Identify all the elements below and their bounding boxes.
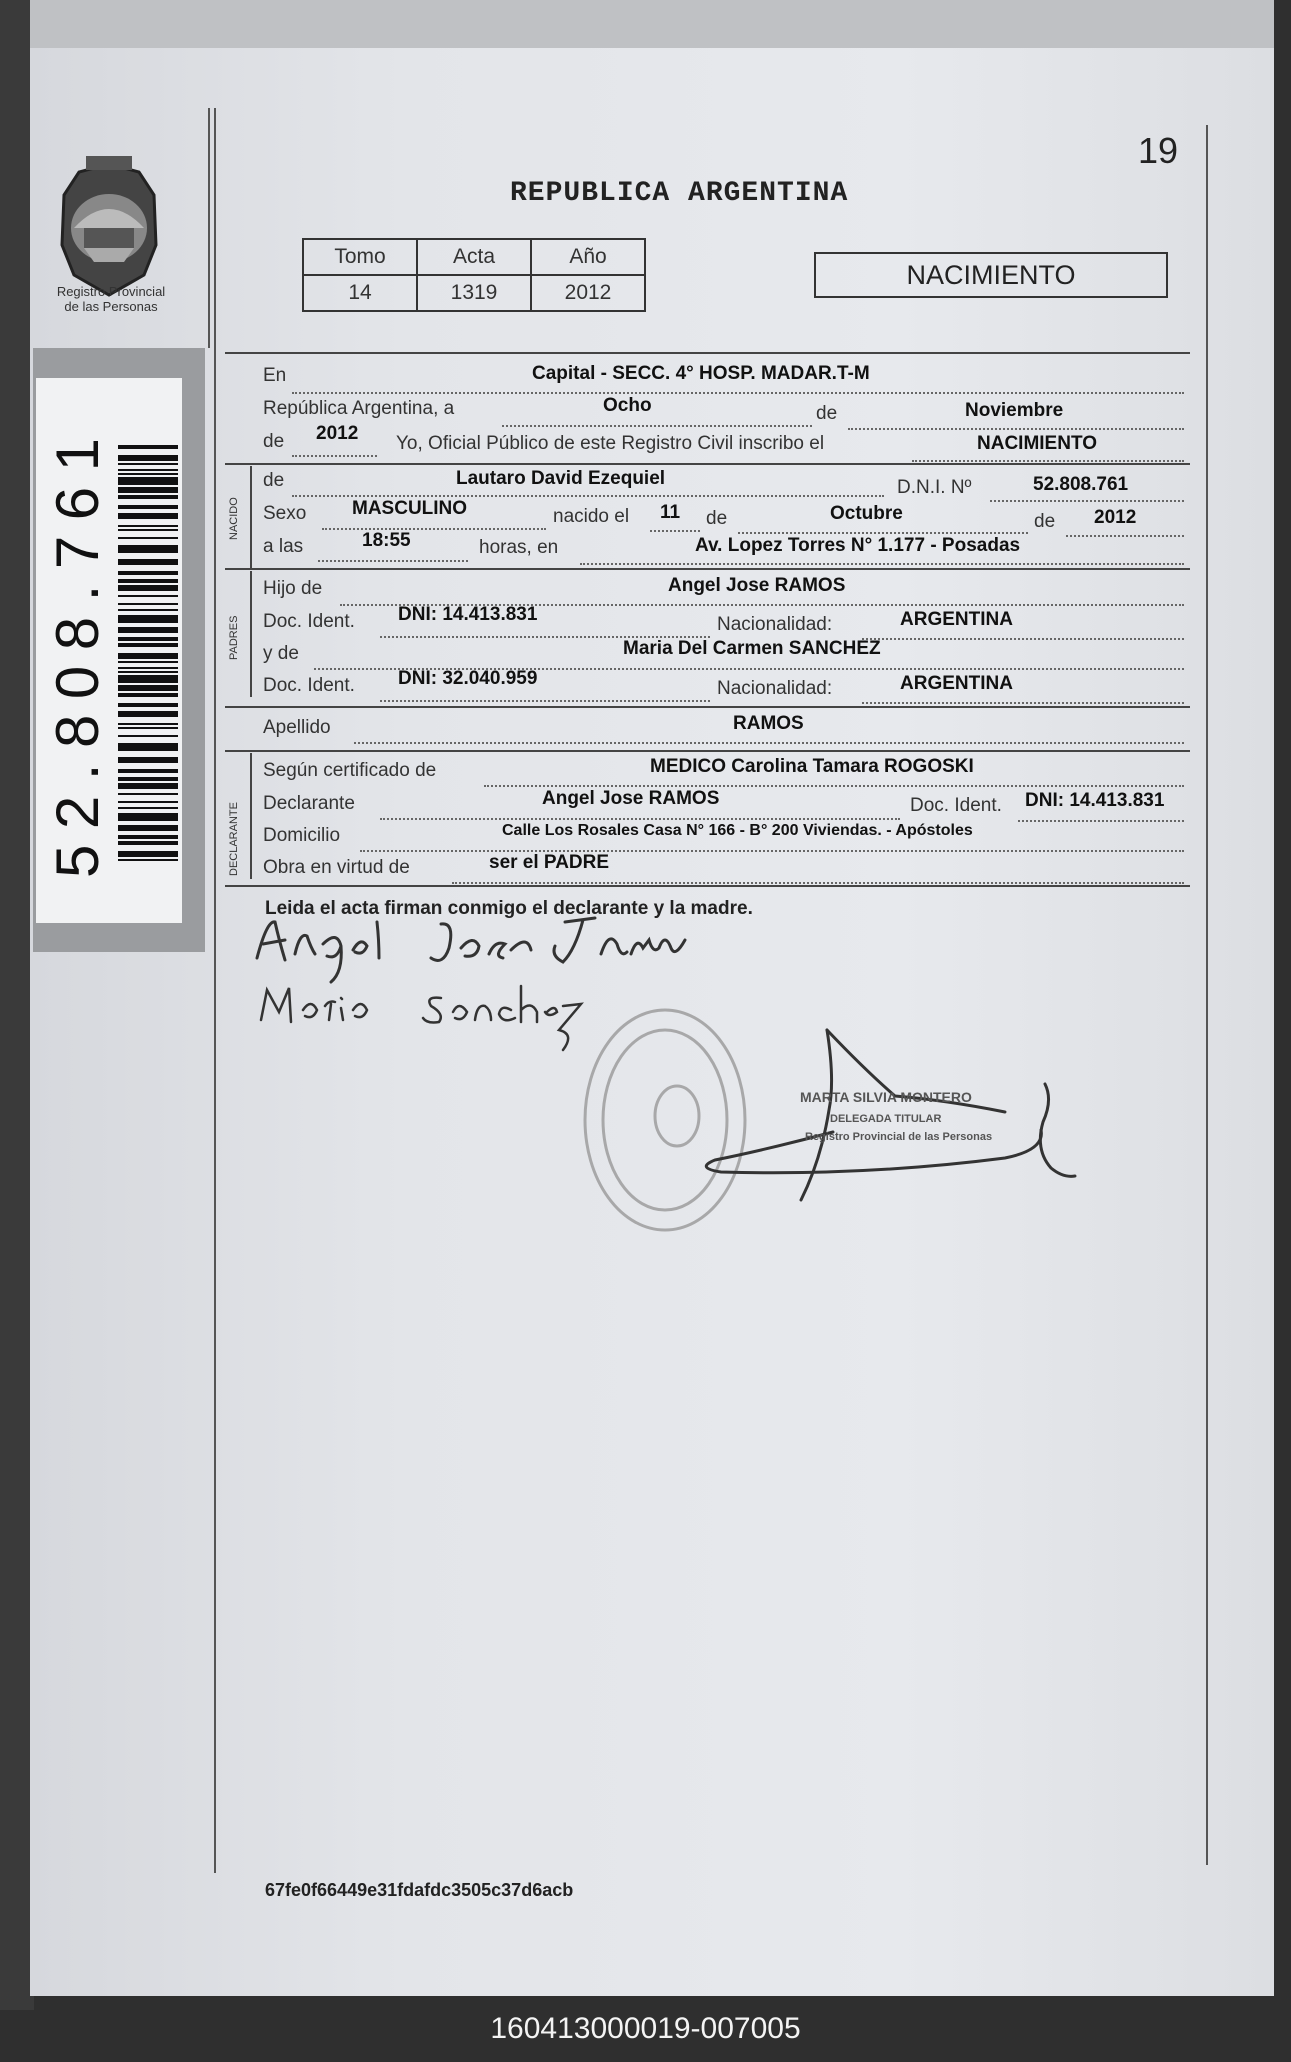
dotted-line (354, 742, 1184, 744)
barcode-bar (118, 473, 178, 475)
birth-time: 18:55 (362, 530, 411, 551)
obra-value: ser el PADRE (489, 852, 610, 873)
record-table-header-row (303, 239, 645, 275)
dotted-line (318, 560, 468, 562)
child-name: Lautaro David Ezequiel (456, 468, 666, 489)
mother-signature-icon (261, 986, 581, 1050)
crest-label (36, 284, 186, 314)
barcode-bar (118, 579, 178, 583)
dotted-line (380, 818, 900, 820)
acta-header: Acta (417, 239, 531, 275)
birth-year: 2012 (1094, 507, 1137, 528)
barcode-bar (118, 505, 178, 509)
apellido-value: RAMOS (733, 713, 804, 734)
y-de-label: y de (263, 643, 299, 664)
section-rule (225, 568, 1190, 570)
record-type-box: NACIMIENTO (814, 252, 1168, 298)
birth-de2-label: de (1034, 511, 1056, 532)
hash-code: 67fe0f66449e31fdafdc3505c37d6acb (265, 1880, 574, 1900)
section-rule (225, 463, 1190, 465)
section-rule (225, 885, 1190, 887)
section-top-rule (225, 352, 1190, 354)
de2-label: de (263, 431, 285, 452)
dotted-line (862, 702, 1184, 704)
right-margin-line (1206, 125, 1208, 1865)
barcode-bar (118, 711, 178, 717)
barcode-bar (118, 841, 178, 845)
left-margin-line (214, 108, 216, 1873)
dotted-line (990, 500, 1184, 502)
barcode-bar (118, 693, 178, 697)
nacido-el-label: nacido el (553, 506, 630, 527)
dni-label: D.N.I. Nº (897, 477, 972, 498)
birth-address: Av. Lopez Torres N° 1.177 - Posadas (695, 535, 1021, 556)
mother-name: Maria Del Carmen SANCHEZ (623, 638, 881, 659)
en-label: En (263, 365, 287, 386)
barcode-icon (118, 445, 178, 865)
birth-de-label: de (706, 508, 728, 529)
dotted-line (912, 460, 1184, 462)
acta-value: 1319 (417, 275, 531, 311)
barcode-bar (118, 653, 178, 659)
closing-statement: Leida el acta firman conmigo el declarante y la madre. (265, 898, 753, 919)
declarante-doc-label: Doc. Ident. (910, 795, 1002, 816)
barcode-bar (118, 445, 178, 449)
declarante-side-label: DECLARANTE (228, 802, 240, 876)
father-doc-label: Doc. Ident. (263, 611, 355, 632)
padres-side-bar (250, 571, 252, 697)
hijo-de-label: Hijo de (263, 578, 323, 599)
barcode-bar (118, 727, 178, 729)
barcode-bar (118, 793, 178, 795)
svg-text:DELEGADA TITULAR: DELEGADA TITULAR (830, 1113, 942, 1125)
statement-text: Yo, Oficial Público de este Registro Civil inscribo el (396, 433, 825, 454)
horas-label: horas, en (479, 537, 559, 558)
declarante-side-bar (250, 753, 252, 879)
barcode-bar (118, 671, 178, 673)
place-value: Capital - SECC. 4° HOSP. MADAR.T-M (532, 363, 870, 384)
barcode-bar (118, 637, 178, 641)
barcode-bar (118, 469, 178, 471)
dotted-line (738, 532, 1028, 534)
father-name: Angel Jose RAMOS (668, 575, 846, 596)
barcode-bar (118, 675, 178, 683)
dotted-line (292, 392, 1184, 394)
barcode-bar (118, 723, 178, 725)
barcode-bar (118, 559, 178, 565)
dotted-line (322, 528, 546, 530)
declarante-doc: DNI: 14.413.831 (1025, 790, 1165, 811)
father-nat-label: Nacionalidad: (717, 614, 833, 635)
dotted-line (360, 850, 1184, 852)
registry-seal-icon (585, 1010, 745, 1230)
de-label: de (816, 403, 838, 424)
record-table (302, 238, 646, 312)
dotted-line (292, 455, 377, 457)
year-value: 2012 (316, 423, 359, 444)
barcode-bar (118, 529, 178, 531)
barcode-bar (118, 661, 178, 663)
barcode-bar (118, 627, 178, 633)
barcode-bar (118, 807, 178, 809)
crest-label-line2: de las Personas (64, 299, 158, 314)
barcode-bar (118, 643, 178, 647)
apellido-label: Apellido (263, 717, 331, 738)
ano-value: 2012 (531, 275, 645, 311)
dotted-line (502, 425, 812, 427)
barcode-bar (118, 495, 178, 499)
barcode-bar (118, 487, 178, 493)
declarante-label: Declarante (263, 793, 355, 814)
crest-divider (208, 108, 210, 348)
section-rule (225, 706, 1190, 708)
dotted-line (862, 638, 1184, 640)
top-binding-strip (30, 0, 1274, 48)
dotted-line (580, 563, 1184, 565)
barcode-bar (118, 603, 178, 605)
father-signature-icon (257, 918, 685, 982)
barcode-bar (118, 783, 178, 789)
dotted-line (1066, 535, 1184, 537)
barcode-bar (118, 801, 178, 803)
a-las-label: a las (263, 536, 304, 557)
tomo-header: Tomo (303, 239, 417, 275)
barcode-bar (118, 585, 178, 591)
barcode-bar (118, 667, 178, 669)
barcode-bar (118, 595, 178, 597)
barcode-number (36, 378, 116, 923)
barcode-bar (118, 513, 178, 519)
barcode-bar (118, 835, 178, 839)
obra-label: Obra en virtud de (263, 857, 410, 878)
domicilio-value: Calle Los Rosales Casa N° 166 - B° 200 Viviendas. - Apóstoles (502, 822, 973, 839)
svg-text:MARTA SILVIA MONTERO: MARTA SILVIA MONTERO (800, 1089, 972, 1105)
declarante-name: Angel Jose RAMOS (542, 788, 720, 809)
father-nationality: ARGENTINA (900, 609, 1013, 630)
mother-doc-label: Doc. Ident. (263, 675, 355, 696)
nacido-side-label: NACIDO (228, 497, 240, 540)
barcode-bar (118, 545, 178, 553)
signatures-and-stamps (245, 900, 1145, 1340)
barcode-bar (118, 463, 178, 465)
footer-id: 160413000019-007005 (490, 2012, 801, 2045)
page-number: 19 (1138, 130, 1179, 171)
birth-month: Octubre (830, 503, 903, 524)
nacido-de-label: de (263, 470, 285, 491)
padres-side-label: PADRES (228, 615, 240, 660)
barcode-bar (118, 743, 178, 751)
tomo-value: 14 (303, 275, 417, 311)
barcode-bar (118, 615, 178, 623)
record-table-value-row (303, 275, 645, 311)
svg-text:52.808.761: 52.808.761 (44, 438, 111, 878)
republica-label: República Argentina, a (263, 398, 455, 419)
barcode-bar (118, 455, 178, 461)
dotted-line (848, 428, 1184, 430)
child-dni: 52.808.761 (1033, 474, 1129, 495)
barcode-bar (118, 525, 178, 527)
cert-value: MEDICO Carolina Tamara ROGOSKI (650, 756, 974, 777)
birth-day: 11 (660, 502, 681, 523)
barcode-bar (118, 537, 178, 539)
ano-header: Año (531, 239, 645, 275)
month-value: Noviembre (965, 400, 1064, 421)
barcode-bar (118, 571, 178, 575)
country-title: REPUBLICA ARGENTINA (510, 178, 849, 209)
mother-nationality: ARGENTINA (900, 673, 1013, 694)
event-value: NACIMIENTO (977, 433, 1097, 454)
mother-nat-label: Nacionalidad: (717, 678, 833, 699)
dotted-line (484, 785, 1184, 787)
barcode-bar (118, 859, 178, 861)
barcode-bar (118, 813, 178, 821)
barcode-bar (118, 851, 178, 857)
dotted-line (452, 882, 1184, 884)
barcode-bar (118, 609, 178, 611)
nacido-side-bar (250, 466, 252, 570)
barcode-bar (118, 777, 178, 781)
barcode-bar (118, 735, 178, 737)
mother-doc: DNI: 32.040.959 (398, 668, 538, 689)
crest-label-line1: Registro Provincial (56, 284, 166, 299)
domicilio-label: Domicilio (263, 825, 341, 846)
sexo-label: Sexo (263, 503, 307, 524)
barcode-bar (118, 757, 178, 763)
barcode-bar (118, 477, 178, 485)
barcode-bar (118, 769, 178, 773)
sexo-value: MASCULINO (352, 498, 468, 519)
barcode-bar (118, 703, 178, 707)
barcode-bar (118, 825, 178, 831)
dotted-line (380, 700, 710, 702)
svg-text:Registro Provincial de las Per: Registro Provincial de las Personas (805, 1131, 993, 1143)
cert-label: Según certificado de (263, 760, 437, 781)
dotted-line (1018, 820, 1184, 822)
page-shadow (0, 0, 34, 2010)
section-rule (225, 750, 1190, 752)
dotted-line (650, 530, 700, 532)
day-value: Ocho (603, 395, 652, 416)
barcode-bar (118, 685, 178, 691)
dotted-line (292, 495, 884, 497)
father-doc: DNI: 14.413.831 (398, 604, 538, 625)
